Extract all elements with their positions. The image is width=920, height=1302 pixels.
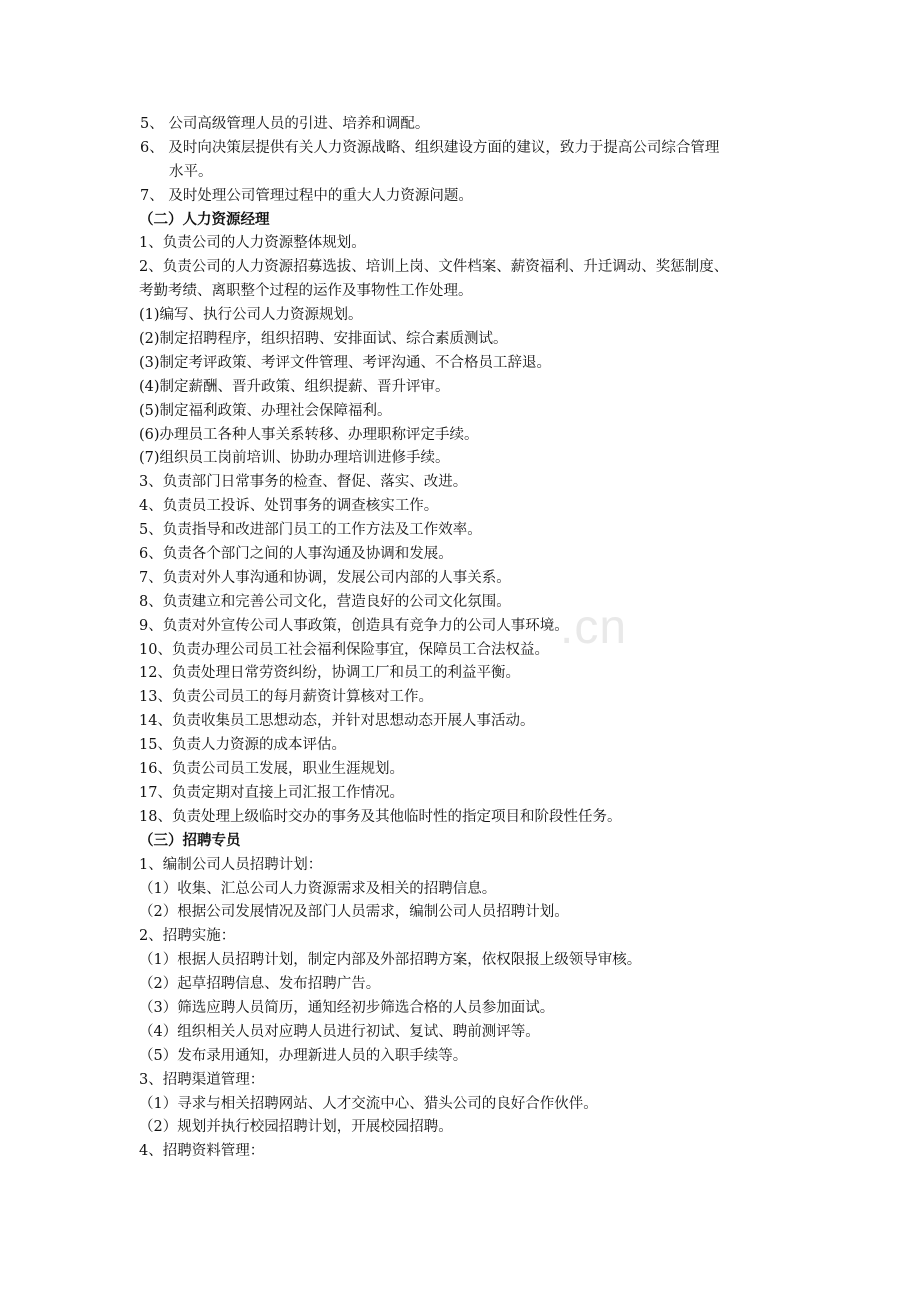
list-item: 4、招聘资料管理： (139, 1143, 265, 1160)
list-item: 13、负责公司员工的每月薪资计算核对工作。 (139, 689, 433, 706)
sub-list-item: (5)制定福利政策、办理社会保障福利。 (139, 402, 392, 419)
list-item: 1、负责公司的人力资源整体规划。 (139, 235, 366, 252)
list-item: 3、招聘渠道管理： (139, 1071, 265, 1088)
sub-list-item: （5）发布录用通知，办理新进人员的入职手续等。 (139, 1047, 468, 1064)
list-item-continuation: 考勤考绩、离职整个过程的运作及事物性工作处理。 (139, 283, 473, 300)
sub-list-item: （2）规划并执行校园招聘计划，开展校园招聘。 (139, 1119, 453, 1136)
sub-list-item: （1）收集、汇总公司人力资源需求及相关的招聘信息。 (139, 880, 497, 897)
list-item: 17、负责定期对直接上司汇报工作情况。 (139, 784, 404, 801)
sub-list-item: （1）寻求与相关招聘网站、人才交流中心、猎头公司的良好合作伙伴。 (139, 1095, 598, 1112)
list-item: 15、负责人力资源的成本评估。 (139, 737, 346, 754)
list-item: 12、负责处理日常劳资纠纷，协调工厂和员工的利益平衡。 (139, 665, 520, 682)
list-item: 1、编制公司人员招聘计划： (139, 856, 323, 873)
sub-list-item: (3)制定考评政策、考评文件管理、考评沟通、不合格员工辞退。 (139, 354, 552, 371)
sub-list-item: (2)制定招聘程序，组织招聘、安排面试、综合素质测试。 (139, 331, 508, 348)
sub-list-item: (1)编写、执行公司人力资源规划。 (139, 307, 363, 324)
list-item: 7、负责对外人事沟通和协调，发展公司内部的人事关系。 (139, 569, 511, 586)
sub-list-item: （3）筛选应聘人员简历，通知经初步筛选合格的人员参加面试。 (139, 999, 555, 1016)
list-item: 14、负责收集员工思想动态，并针对思想动态开展人事活动。 (139, 713, 535, 730)
sub-list-item: (7)组织员工岗前培训、协助办理培训进修手续。 (139, 450, 450, 467)
sub-list-item: （4）组织相关人员对应聘人员进行初试、复试、聘前测评等。 (139, 1023, 540, 1040)
list-item: 16、负责公司员工发展，职业生涯规划。 (139, 761, 404, 778)
sub-list-item: (4)制定薪酬、晋升政策、组织提薪、晋升评审。 (139, 378, 450, 395)
list-item: 5、 公司高级管理人员的引进、培养和调配。 (140, 116, 430, 132)
list-item: 3、负责部门日常事务的检查、督促、落实、改进。 (139, 474, 468, 491)
list-item: 2、负责公司的人力资源招募选拔、培训上岗、文件档案、薪资福利、升迁调动、奖惩制度、 (139, 259, 729, 276)
list-item: 8、负责建立和完善公司文化，营造良好的公司文化氛围。 (139, 593, 511, 610)
sub-list-item: (6)办理员工各种人事关系转移、办理职称评定手续。 (139, 426, 479, 443)
section-heading: （二）人力资源经理 (139, 211, 270, 228)
list-item: 7、 及时处理公司管理过程中的重大人力资源问题。 (140, 187, 473, 204)
list-item: 2、招聘实施： (139, 928, 236, 945)
list-item: 18、负责处理上级临时交办的事务及其他临时性的指定项目和阶段性任务。 (139, 808, 622, 825)
section-heading: （三）招聘专员 (139, 832, 241, 849)
list-item: 6、负责各个部门之间的人事沟通及协调和发展。 (139, 546, 453, 563)
document-body (139, 113, 789, 1164)
list-item: 4、负责员工投诉、处罚事务的调查核实工作。 (139, 498, 439, 515)
watermark: .cn (560, 601, 628, 654)
list-item: 10、负责办理公司员工社会福利保险事宜，保障员工合法权益。 (139, 641, 549, 658)
list-item-continuation: 水平。 (169, 163, 213, 180)
list-item: 9、负责对外宣传公司人事政策，创造具有竞争力的公司人事环境。 (139, 617, 569, 634)
sub-list-item: （1）根据人员招聘计划，制定内部及外部招聘方案，依权限报上级领导审核。 (139, 952, 642, 969)
list-item: 6、 及时向决策层提供有关人力资源战略、组织建设方面的建议，致力于提高公司综合管理 (140, 139, 720, 156)
list-item: 5、负责指导和改进部门员工的工作方法及工作效率。 (139, 522, 482, 539)
sub-list-item: （2）起草招聘信息、发布招聘广告。 (139, 976, 381, 993)
sub-list-item: （2）根据公司发展情况及部门人员需求，编制公司人员招聘计划。 (139, 904, 569, 921)
